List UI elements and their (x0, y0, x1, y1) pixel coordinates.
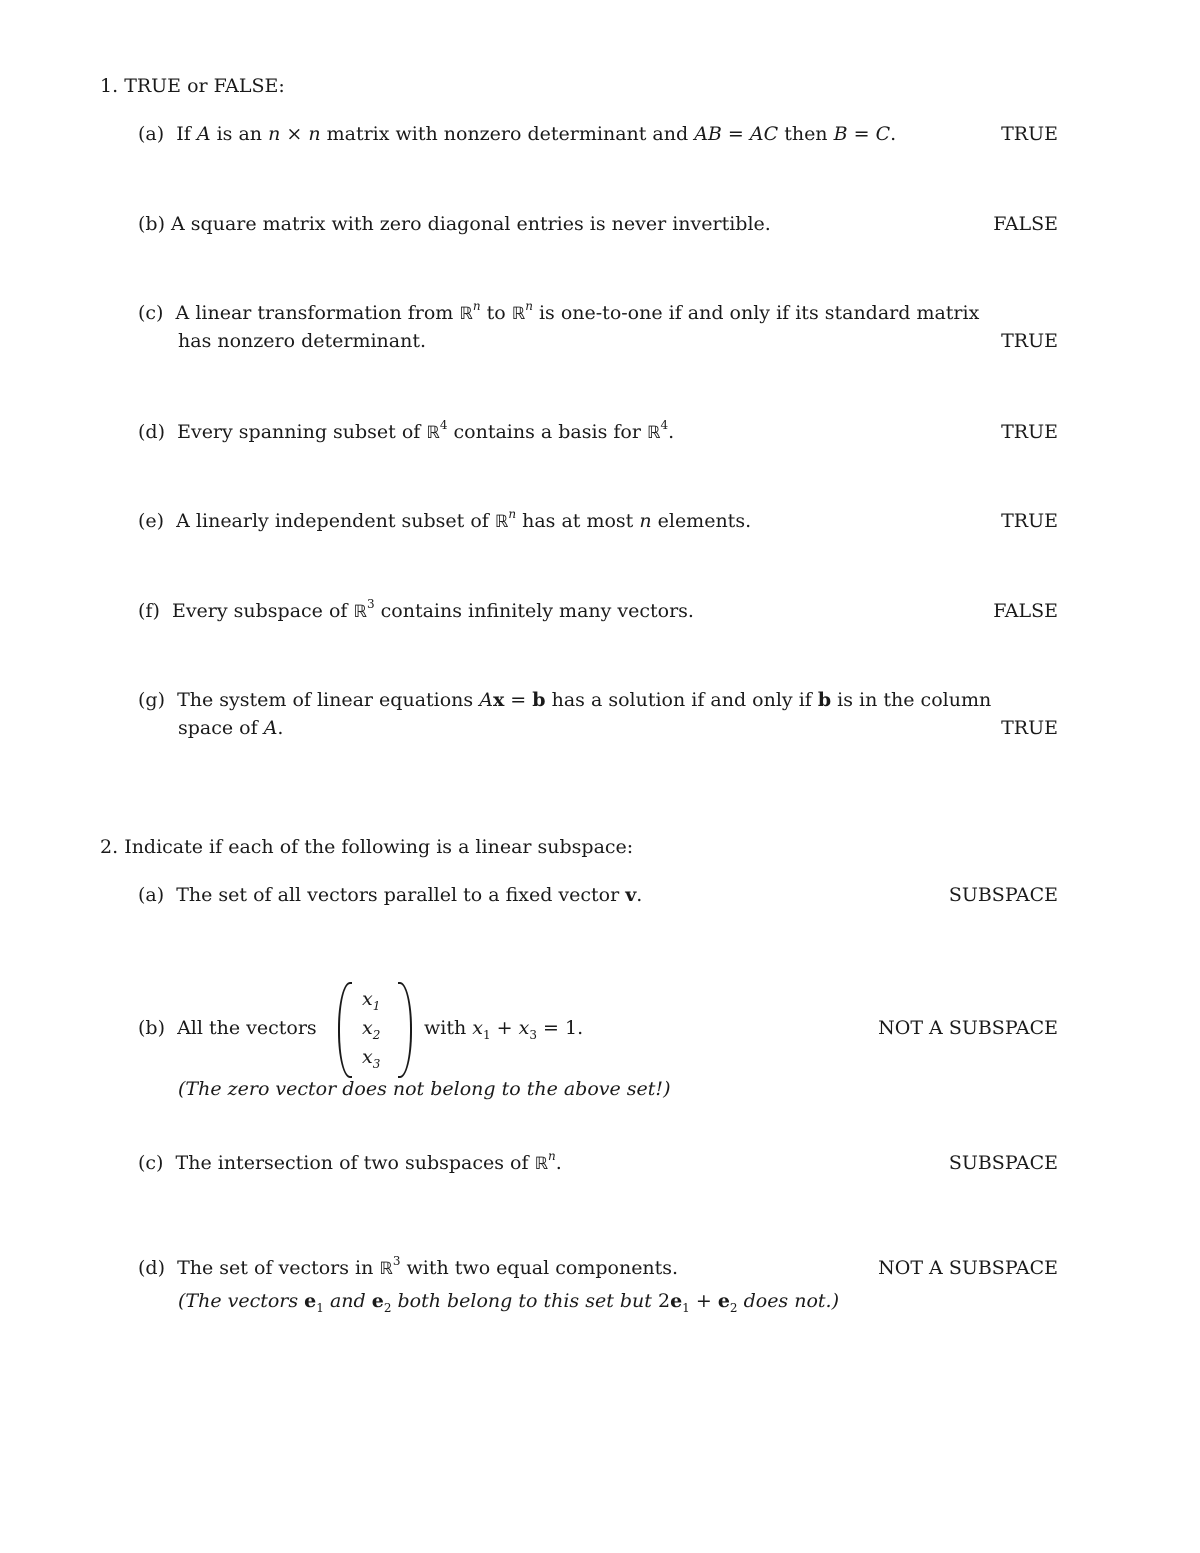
answer: FALSE (993, 600, 1058, 622)
item-text: The system of linear equations Ax = b has a solution if and only if b is in the column (171, 689, 992, 711)
q2-item-b-condition: with $x_1 + x_3 = 1$. (424, 1017, 584, 1042)
q2-item-b-note: (The zero vector does not belong to the above set!) (178, 1078, 671, 1100)
q1-item-e (138, 508, 751, 535)
left-paren (338, 982, 352, 1078)
q1-item-a (138, 121, 896, 147)
q1-heading (100, 73, 285, 99)
q2-item-d-note: (The vectors $e_1$ and $e_2$ both belong to this set but $2e_1 + e_2$ does not.) (178, 1290, 839, 1315)
q1-item-c-line2: has nonzero determinant. (178, 330, 427, 352)
item-label: (f) (138, 600, 160, 622)
q2-item-a (138, 882, 642, 908)
item-label: (a) (138, 884, 165, 906)
item-text: Every subspace of ℝ$^3$ contains infinitely many vectors. (165, 596, 694, 622)
answer: NOT A SUBSPACE (878, 1257, 1058, 1279)
item-label: (g) (138, 689, 165, 711)
answer: TRUE (1001, 330, 1058, 352)
item-text: A linearly independent subset of ℝ$^n$ has at most n elements. (170, 506, 752, 532)
column-vector (338, 982, 412, 1074)
item-label: (b) (138, 1017, 165, 1039)
item-label: (e) (138, 510, 165, 532)
q1-item-c (138, 300, 979, 327)
vector-entry: $x_3$ (362, 1046, 381, 1071)
item-text: Every spanning subset of ℝ$^4$ contains a basis for ℝ$^4$. (171, 417, 675, 443)
q1-heading-text: TRUE or FALSE: (124, 75, 285, 97)
q2-item-d (138, 1255, 678, 1282)
answer: TRUE (1001, 717, 1058, 739)
answer: TRUE (1001, 123, 1058, 145)
q1-item-g (138, 687, 991, 713)
q2-heading-text: Indicate if each of the following is a linear subspace: (124, 836, 634, 858)
q2-item-b (138, 1015, 317, 1041)
q1-item-f (138, 598, 694, 625)
item-text: The set of all vectors parallel to a fixed vector v. (170, 884, 643, 906)
vector-entry: $x_2$ (362, 1017, 381, 1042)
item-label: (d) (138, 421, 165, 443)
item-label: (a) (138, 123, 165, 145)
item-text: The set of vectors in ℝ$^3$ with two equal components. (171, 1253, 679, 1279)
answer: TRUE (1001, 421, 1058, 443)
answer: FALSE (993, 213, 1058, 235)
item-text: If A is an n × n matrix with nonzero determinant and AB = AC then B = C. (170, 123, 897, 145)
answer: SUBSPACE (948, 1152, 1058, 1174)
q1-item-b (138, 211, 771, 237)
item-label: (b) (138, 213, 165, 235)
q1-item-d (138, 419, 674, 446)
right-paren (398, 982, 412, 1078)
item-label: (c) (138, 1152, 164, 1174)
item-text: A square matrix with zero diagonal entries is never invertible. (171, 213, 771, 235)
item-label: (c) (138, 302, 164, 324)
vector-entry: $x_1$ (362, 988, 381, 1013)
answer: NOT A SUBSPACE (878, 1017, 1058, 1039)
q2-item-c (138, 1150, 562, 1177)
q2-number: 2. (100, 836, 119, 858)
q1-number: 1. (100, 75, 119, 97)
q1-item-g-line2: space of A. (178, 717, 284, 739)
item-label: (d) (138, 1257, 165, 1279)
answer: SUBSPACE (948, 884, 1058, 906)
item-text: A linear transformation from ℝ$^n$ to ℝ$^n$ is one-to-one if and only if its standard matrix (169, 298, 980, 324)
item-text: All the vectors (171, 1017, 317, 1039)
q2-heading (100, 834, 633, 860)
item-text: The intersection of two subspaces of ℝ$^n$. (169, 1148, 562, 1174)
answer: TRUE (1001, 510, 1058, 532)
